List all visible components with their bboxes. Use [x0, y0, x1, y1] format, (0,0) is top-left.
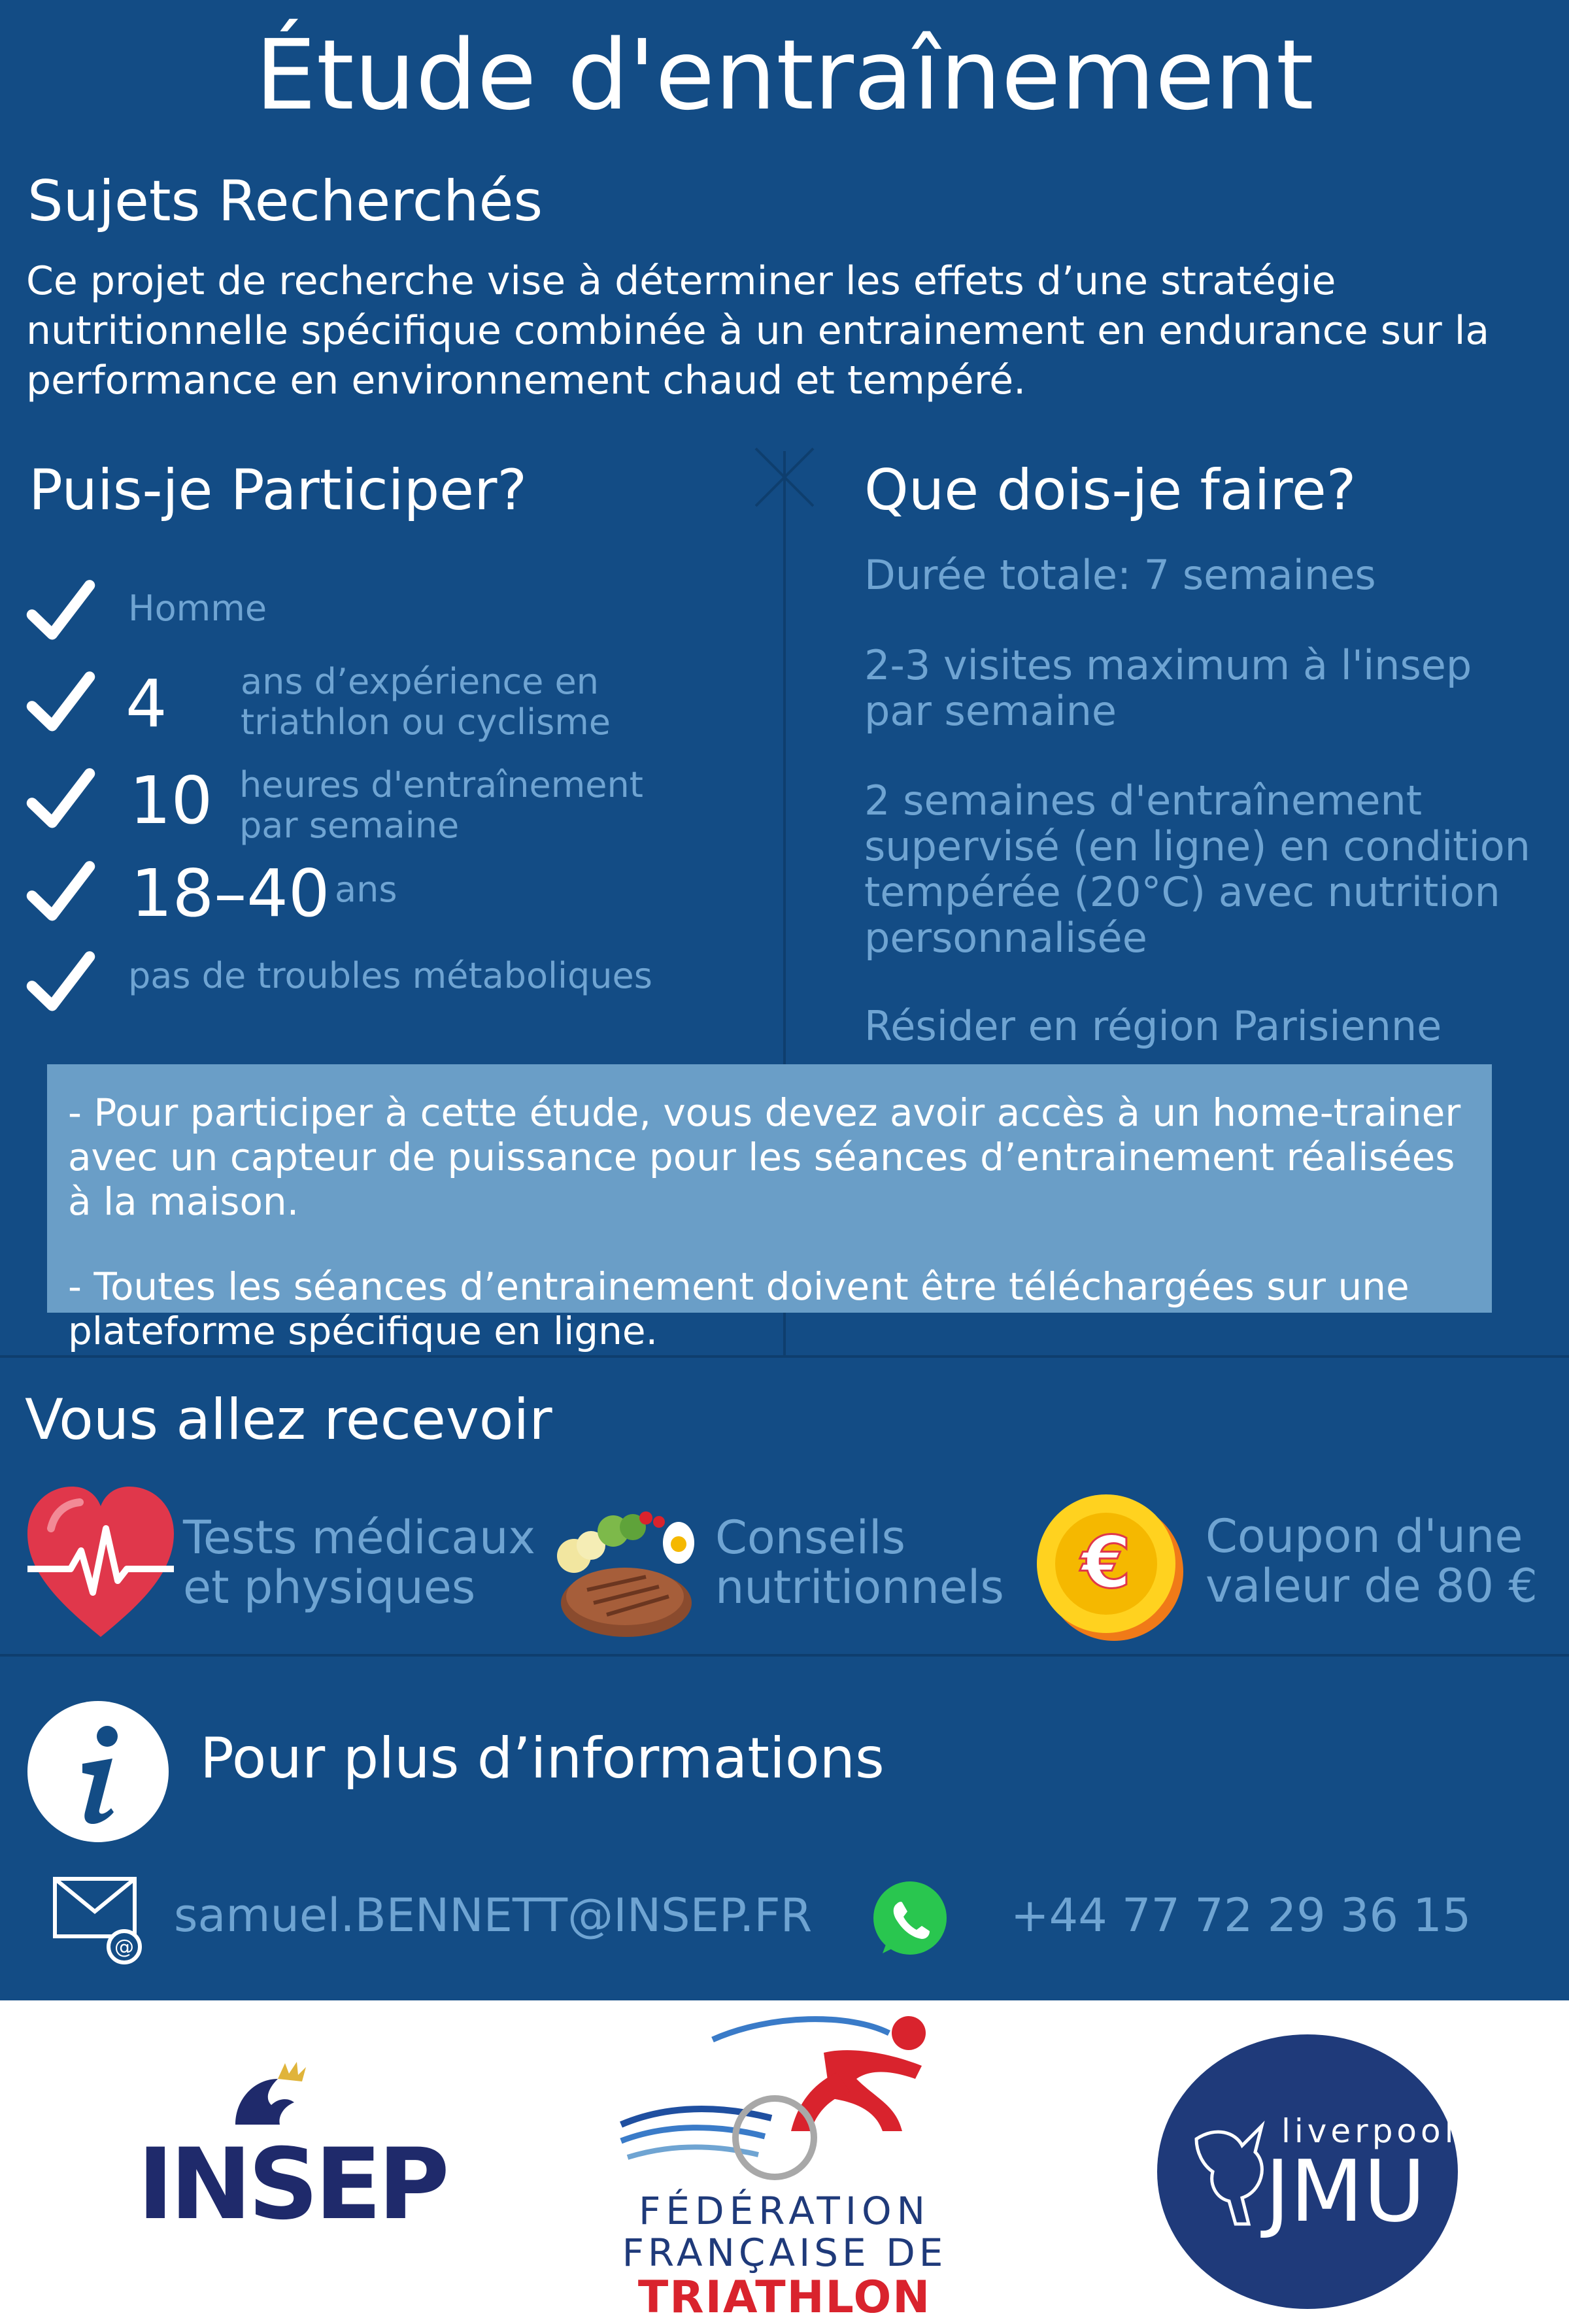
participate-heading: Puis-je Participer?: [29, 458, 528, 523]
section-divider: [0, 1355, 1569, 1358]
section-divider: [0, 1654, 1569, 1657]
fftri-line: FÉDÉRATION: [638, 2189, 930, 2233]
check-icon: [25, 667, 97, 739]
todo-item: 2 semaines d'entraînement supervisé (en ligne) en condition tempérée (20°C) avec nutrition personnalisée: [864, 777, 1530, 962]
page-title: Étude d'entraînement: [255, 19, 1314, 131]
todo-heading: Que dois-je faire?: [864, 458, 1357, 523]
todo-item: Durée totale: 7 semaines: [864, 551, 1376, 599]
participate-item-value: 4: [126, 665, 167, 742]
svg-text:€: €: [1081, 1521, 1132, 1604]
subjects-heading: Sujets Recherchés: [27, 169, 543, 234]
todo-item: 2-3 visites maximum à l'insep par semaine: [864, 641, 1472, 735]
food-icon: [548, 1492, 705, 1642]
participate-item-label: Homme: [128, 588, 267, 629]
receive-item-label: Coupon d'une valeur de 80 €: [1206, 1509, 1538, 1613]
todo-item: Résider en région Parisienne: [864, 1002, 1442, 1050]
whatsapp-icon: [867, 1878, 953, 1964]
check-icon: [25, 575, 97, 647]
notes-box: [47, 1064, 1492, 1353]
note-text: - Toutes les séances d’entrainement doivent être téléchargées sur une plateforme spécifique en ligne.: [68, 1264, 1409, 1353]
info-icon: [26, 1700, 170, 1844]
cross-mark: [752, 445, 817, 510]
email-link[interactable]: samuel.BENNETT@INSEP.FR: [174, 1889, 813, 1942]
ljmu-jmu: JMU: [1265, 2142, 1426, 2241]
heart-pulse-icon: [25, 1483, 177, 1642]
participate-item-label: heures d'entraînement par semaine: [239, 764, 643, 846]
receive-heading: Vous allez recevoir: [25, 1387, 552, 1453]
note-text: - Pour participer à cette étude, vous devez avoir accès à un home-trainer avec un capteur de puissance pour les séances d’entrainement réalisées à la maison.: [68, 1090, 1461, 1224]
participate-item-label: ans: [335, 869, 397, 910]
svg-text:@: @: [114, 1936, 134, 1959]
participate-item-label: ans d’expérience en triathlon ou cyclisme: [241, 661, 611, 743]
subjects-text: Ce projet de recherche vise à déterminer les effets d’une stratégie nutritionnelle spécifique combinée à un entrainement en endurance sur la performance en environnement chaud et tempéré.: [26, 258, 1490, 403]
ljmu-liverpool: liverpool: [1281, 2112, 1458, 2150]
mail-icon[interactable]: [52, 1875, 144, 1966]
check-icon: [25, 947, 97, 1019]
fftri-logo: [608, 2190, 961, 2322]
check-icon: [25, 856, 97, 928]
insep-rooster-mark: [137, 2059, 412, 2131]
insep-logo: INSEP: [137, 2128, 446, 2242]
fftri-line: TRIATHLON: [637, 2272, 932, 2323]
fftri-line: FRANÇAISE DE: [622, 2231, 947, 2275]
check-icon: [25, 764, 97, 835]
participate-item-value: 18–40: [131, 855, 330, 932]
fftri-athlete-mark: [615, 2007, 954, 2183]
receive-item-label: Conseils nutritionnels: [715, 1511, 1004, 1614]
phone-number[interactable]: +44 77 72 29 36 15: [1011, 1889, 1472, 1942]
euro-coin-icon: [1029, 1488, 1186, 1645]
participate-item-label: pas de troubles métaboliques: [128, 955, 652, 996]
ljmu-logo: [1157, 2034, 1458, 2309]
info-heading: Pour plus d’informations: [200, 1726, 885, 1791]
participate-item-value: 10: [129, 762, 213, 839]
receive-item-label: Tests médicaux et physiques: [183, 1511, 535, 1614]
